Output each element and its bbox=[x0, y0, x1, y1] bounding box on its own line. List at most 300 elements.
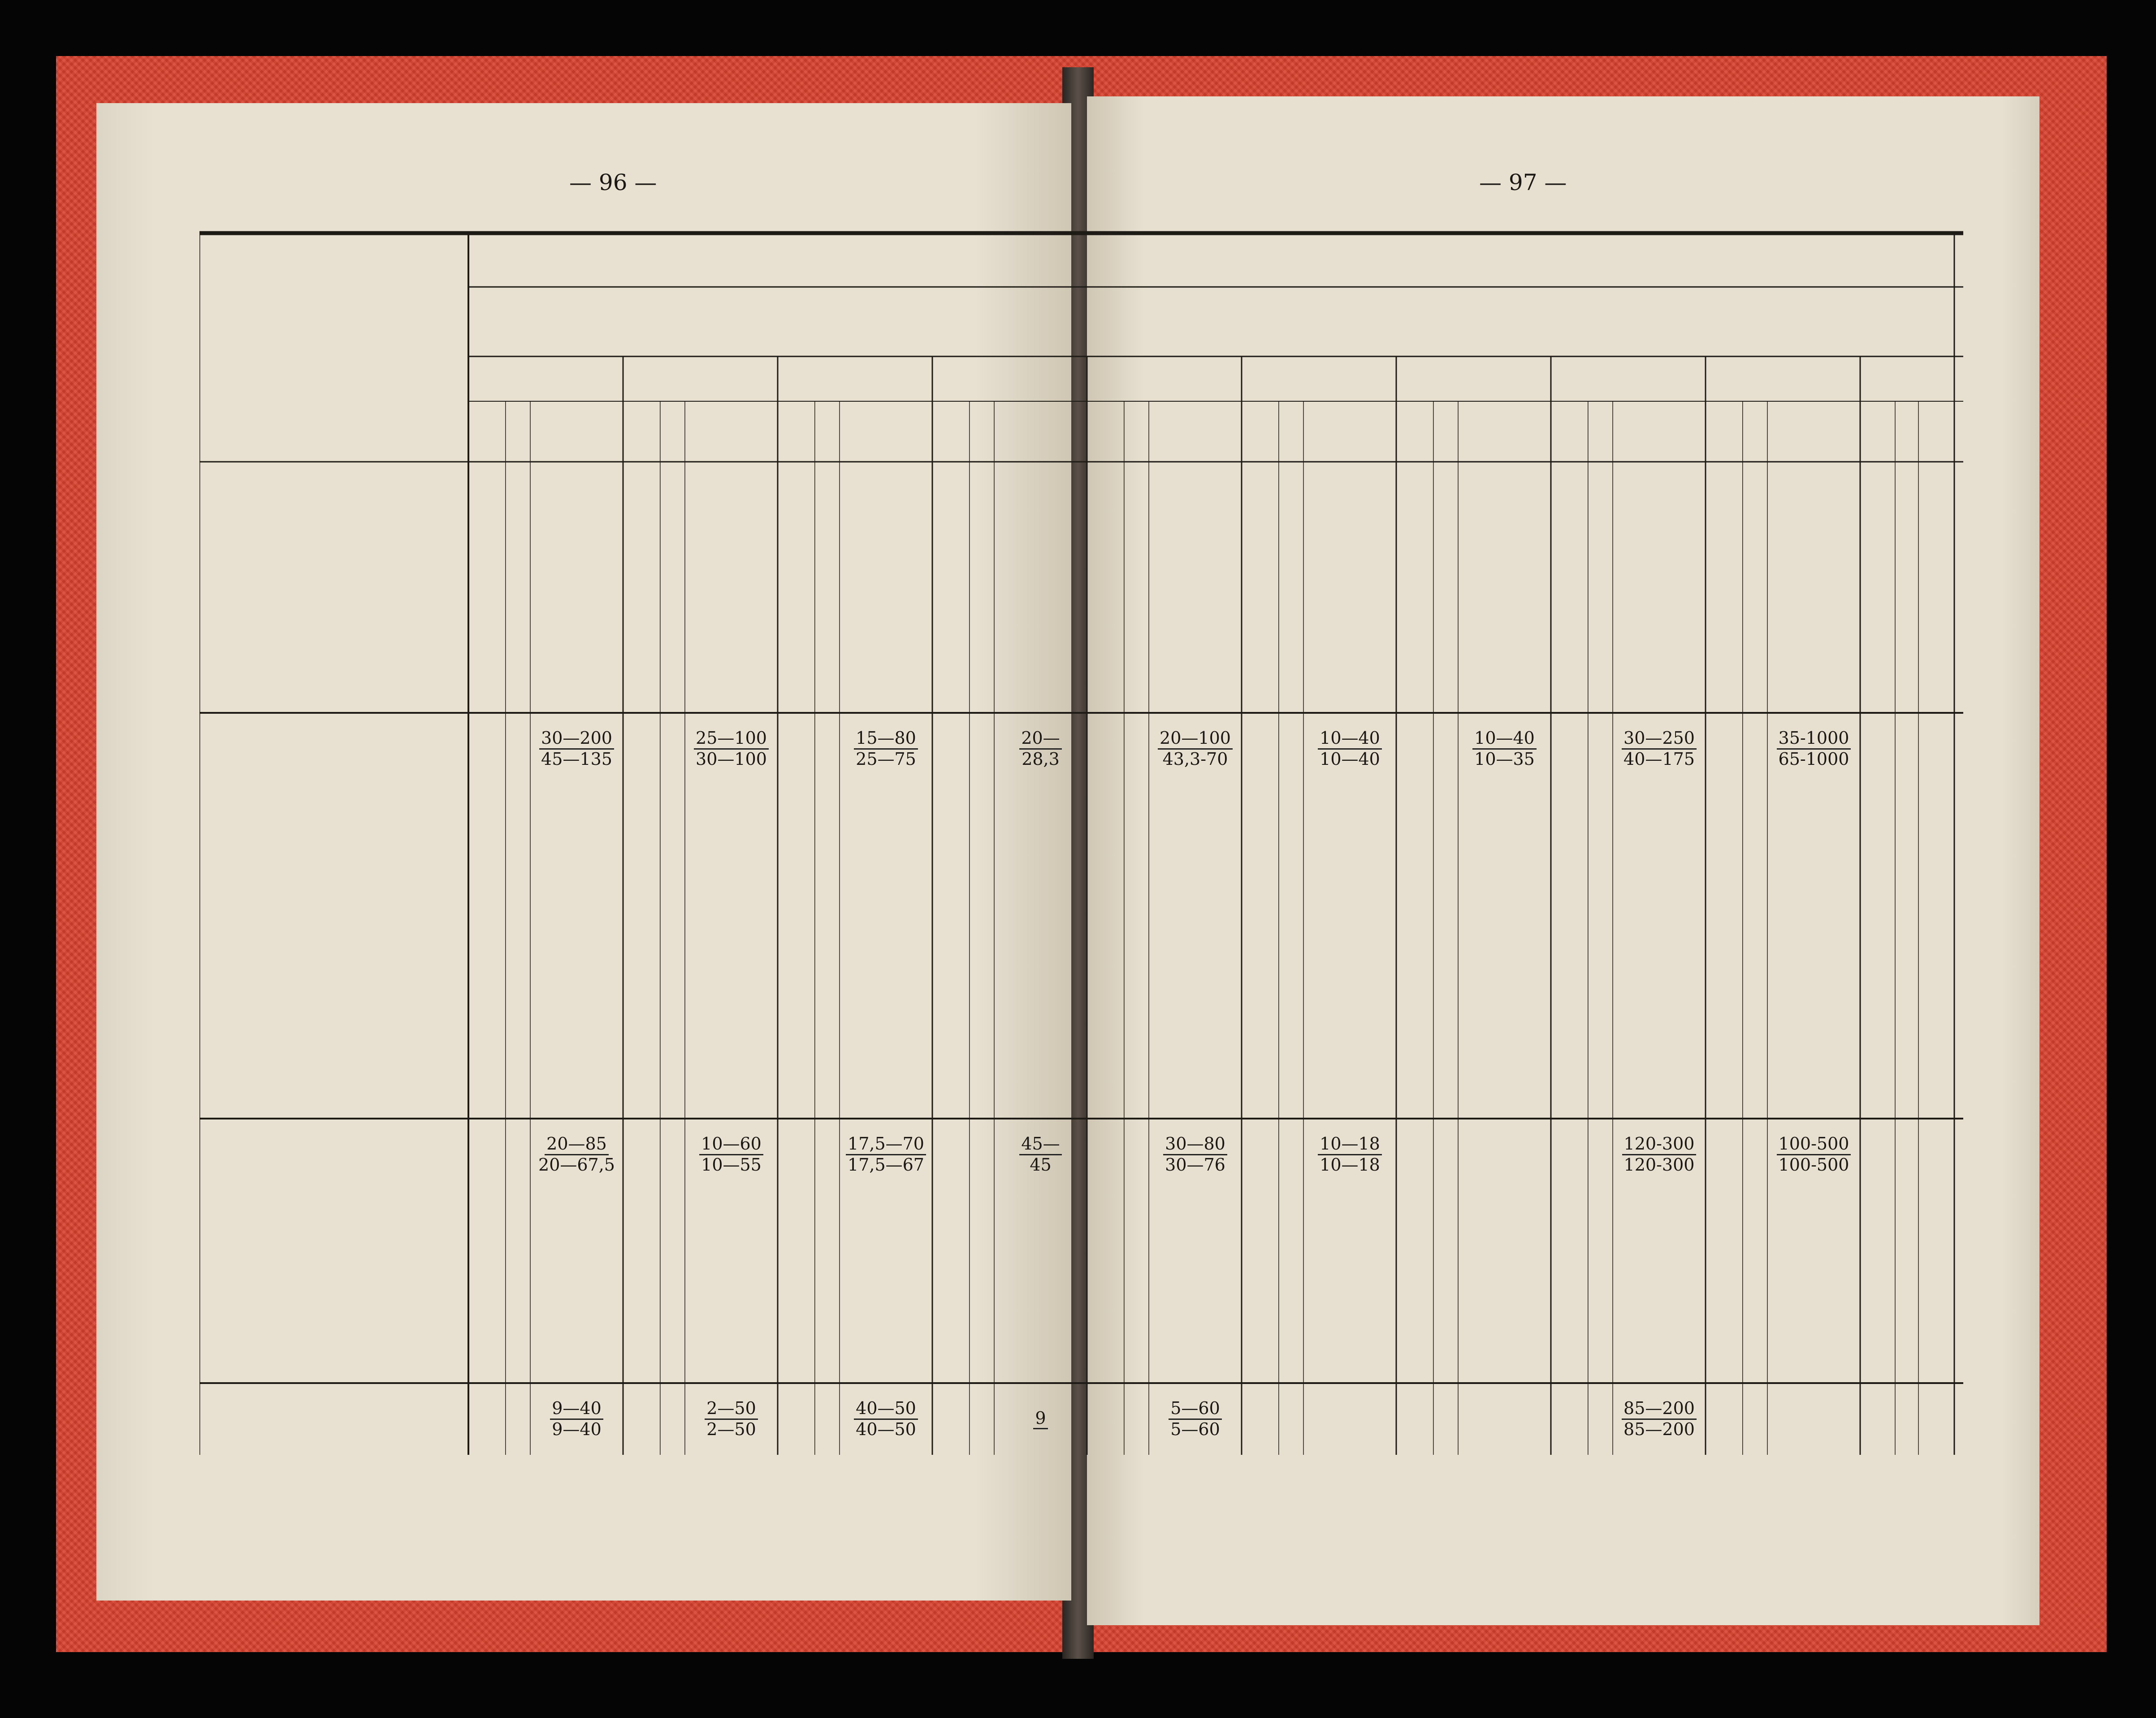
table-cell bbox=[778, 520, 815, 567]
table-cell bbox=[1303, 1284, 1396, 1332]
table-cell bbox=[815, 1284, 840, 1332]
table-cell bbox=[1860, 520, 1895, 567]
table-cell bbox=[1149, 1237, 1242, 1284]
table-cell bbox=[1149, 1332, 1242, 1379]
table-cell bbox=[506, 879, 530, 926]
table-cell bbox=[1918, 520, 2006, 567]
table-cell bbox=[778, 614, 815, 661]
table-cell bbox=[815, 1332, 840, 1379]
subcolumn-header bbox=[1613, 401, 1706, 462]
table-cell bbox=[1242, 973, 1279, 1020]
subcolumn-header bbox=[1743, 401, 1767, 462]
table-cell bbox=[994, 832, 1087, 879]
table-cell bbox=[660, 926, 685, 973]
volost-name bbox=[217, 520, 464, 567]
table-title bbox=[468, 242, 1963, 287]
table-cell bbox=[840, 473, 932, 520]
table-cell bbox=[660, 614, 685, 661]
table-cell bbox=[815, 832, 840, 879]
table-cell bbox=[1149, 1067, 1242, 1114]
table-cell bbox=[685, 1284, 778, 1332]
district-total-label bbox=[289, 1123, 464, 1186]
table-cell bbox=[1124, 832, 1149, 879]
table-cell bbox=[1279, 832, 1303, 879]
table-cell bbox=[1588, 661, 1613, 708]
table-cell bbox=[660, 473, 685, 520]
table-cell bbox=[970, 520, 994, 567]
table-cell bbox=[1860, 473, 1895, 520]
volost-name bbox=[217, 1067, 464, 1114]
table-cell bbox=[1743, 1067, 1767, 1114]
table-cell bbox=[468, 1284, 506, 1332]
table-cell bbox=[778, 1237, 815, 1284]
table-cell bbox=[1743, 879, 1767, 926]
total-cell bbox=[1396, 1123, 1433, 1186]
table-cell bbox=[623, 1020, 660, 1067]
total-cell bbox=[1588, 1123, 1613, 1186]
table-cell bbox=[1918, 973, 2006, 1020]
table-cell bbox=[1242, 1237, 1279, 1284]
table-cell bbox=[623, 661, 660, 708]
total-cell bbox=[1433, 717, 1458, 780]
table-cell bbox=[1551, 973, 1588, 1020]
fraction-bottom: 17,5—67 bbox=[848, 1154, 924, 1175]
fraction-bottom: 10—35 bbox=[1474, 749, 1535, 769]
total-fraction-cell bbox=[1303, 1123, 1396, 1186]
table-cell bbox=[994, 661, 1087, 708]
total-cell bbox=[623, 717, 660, 780]
table-cell bbox=[1396, 661, 1433, 708]
table-cell bbox=[1396, 973, 1433, 1020]
table-cell bbox=[1458, 1020, 1551, 1067]
crop-header bbox=[1551, 356, 1706, 401]
table-cell bbox=[506, 1332, 530, 1379]
table-cell bbox=[932, 926, 970, 973]
subcolumn-header bbox=[932, 401, 970, 462]
table-cell bbox=[1588, 1284, 1613, 1332]
table-cell bbox=[1087, 1332, 1124, 1379]
table-cell bbox=[1767, 879, 1860, 926]
table-cell bbox=[1918, 1020, 2006, 1067]
table-cell bbox=[1242, 520, 1279, 567]
table-cell bbox=[1433, 973, 1458, 1020]
table-cell bbox=[970, 926, 994, 973]
table-cell bbox=[1706, 1332, 1743, 1379]
table-cell bbox=[994, 1067, 1087, 1114]
table-cell bbox=[970, 1067, 994, 1114]
table-cell bbox=[1613, 1067, 1706, 1114]
table-cell bbox=[1087, 1067, 1124, 1114]
table-cell bbox=[1918, 661, 2006, 708]
table-cell bbox=[1087, 567, 1124, 614]
table-cell bbox=[1396, 1067, 1433, 1114]
table-cell bbox=[1706, 614, 1743, 661]
table-cell bbox=[1767, 832, 1860, 879]
table-cell bbox=[685, 1067, 778, 1114]
crop-header bbox=[778, 356, 932, 401]
table-cell bbox=[815, 1237, 840, 1284]
total-cell bbox=[1433, 1123, 1458, 1186]
total-fraction-cell bbox=[1303, 717, 1396, 780]
total-cell bbox=[660, 1388, 685, 1450]
table-cell bbox=[1551, 1237, 1588, 1284]
table-cell bbox=[1918, 473, 2006, 520]
table-cell bbox=[660, 567, 685, 614]
fraction-bottom: 40—50 bbox=[856, 1419, 916, 1439]
table-cell bbox=[1706, 926, 1743, 973]
table-cell bbox=[1433, 832, 1458, 879]
table-cell bbox=[1124, 1332, 1149, 1379]
district-name bbox=[199, 785, 468, 832]
table-cell bbox=[1588, 614, 1613, 661]
table-cell bbox=[468, 1020, 506, 1067]
table-cell bbox=[660, 832, 685, 879]
table-cell bbox=[530, 973, 623, 1020]
table-cell bbox=[1767, 614, 1860, 661]
fraction-bottom: 85—200 bbox=[1623, 1419, 1695, 1439]
table-cell bbox=[994, 473, 1087, 520]
table-cell bbox=[1303, 926, 1396, 973]
table-cell bbox=[1149, 1284, 1242, 1332]
table-cell bbox=[1124, 1284, 1149, 1332]
table-cell bbox=[1613, 567, 1706, 614]
table-cell bbox=[1588, 473, 1613, 520]
total-cell bbox=[1087, 1388, 1124, 1450]
total-cell bbox=[1551, 1123, 1588, 1186]
table-cell bbox=[840, 567, 932, 614]
fraction-top: 85—200 bbox=[1622, 1399, 1697, 1420]
table-cell bbox=[1433, 614, 1458, 661]
total-cell bbox=[1242, 1123, 1279, 1186]
table-cell bbox=[1860, 1020, 1895, 1067]
table-cell bbox=[1918, 1332, 2006, 1379]
table-cell bbox=[1860, 1332, 1895, 1379]
subcolumn-header bbox=[1303, 401, 1396, 462]
volost-name bbox=[217, 661, 464, 708]
fraction-top: 30—250 bbox=[1622, 729, 1697, 750]
table-cell bbox=[994, 879, 1087, 926]
table-cell bbox=[1918, 832, 2006, 879]
table-cell bbox=[1303, 473, 1396, 520]
fraction-bottom: 9—40 bbox=[552, 1419, 602, 1439]
table-cell bbox=[1613, 614, 1706, 661]
fraction-bottom: 28,3 bbox=[1022, 749, 1060, 769]
table-cell bbox=[1087, 614, 1124, 661]
table-cell bbox=[1895, 832, 1918, 879]
table-cell bbox=[1743, 661, 1767, 708]
table-cell bbox=[1458, 926, 1551, 973]
table-cell bbox=[530, 567, 623, 614]
table-cell bbox=[815, 926, 840, 973]
page-number-right: — 97 — bbox=[1479, 169, 1567, 195]
table-cell bbox=[1767, 926, 1860, 973]
table-cell bbox=[840, 832, 932, 879]
table-cell bbox=[1124, 661, 1149, 708]
table-cell bbox=[468, 1067, 506, 1114]
total-fraction-cell bbox=[1613, 1388, 1706, 1450]
subcolumn-header bbox=[1918, 401, 2006, 462]
total-cell bbox=[1087, 1123, 1124, 1186]
table-cell bbox=[1767, 661, 1860, 708]
table-cell bbox=[1087, 926, 1124, 973]
subcolumn-header bbox=[1396, 401, 1433, 462]
table-cell bbox=[815, 1020, 840, 1067]
table-cell bbox=[1895, 1332, 1918, 1379]
total-cell bbox=[623, 1388, 660, 1450]
table-cell bbox=[970, 1237, 994, 1284]
table-cell bbox=[970, 832, 994, 879]
table-cell bbox=[1551, 1067, 1588, 1114]
table-cell bbox=[660, 1332, 685, 1379]
total-cell bbox=[970, 1388, 994, 1450]
table-cell bbox=[685, 567, 778, 614]
table-cell bbox=[815, 567, 840, 614]
table-cell bbox=[970, 1020, 994, 1067]
fraction-top: 10—60 bbox=[699, 1134, 763, 1155]
table-cell bbox=[623, 1332, 660, 1379]
table-cell bbox=[970, 567, 994, 614]
table-cell bbox=[1149, 832, 1242, 879]
table-cell bbox=[815, 973, 840, 1020]
volost-name bbox=[217, 567, 464, 614]
table-cell bbox=[1433, 567, 1458, 614]
volost-name bbox=[217, 1020, 464, 1067]
subcolumn-header bbox=[1895, 401, 1918, 462]
table-cell bbox=[932, 473, 970, 520]
table-cell bbox=[1895, 1284, 1918, 1332]
subcolumn-header bbox=[1588, 401, 1613, 462]
table-cell bbox=[623, 973, 660, 1020]
table-cell bbox=[623, 832, 660, 879]
subcolumn-header bbox=[1458, 401, 1551, 462]
total-fraction-cell bbox=[1767, 1123, 1860, 1186]
table-cell bbox=[1551, 926, 1588, 973]
total-cell bbox=[1743, 717, 1767, 780]
total-cell bbox=[506, 717, 530, 780]
table-cell bbox=[506, 973, 530, 1020]
fraction-bottom: 10—40 bbox=[1320, 749, 1380, 769]
total-fraction-cell bbox=[530, 1388, 623, 1450]
total-cell bbox=[506, 1123, 530, 1186]
table-cell bbox=[1242, 567, 1279, 614]
total-cell bbox=[932, 717, 970, 780]
table-cell bbox=[778, 926, 815, 973]
total-cell bbox=[1396, 1388, 1433, 1450]
table-cell bbox=[685, 1237, 778, 1284]
table-cell bbox=[685, 1020, 778, 1067]
total-cell bbox=[1706, 1388, 1743, 1450]
fraction-top: 2—50 bbox=[705, 1399, 758, 1420]
table-cell bbox=[1706, 1067, 1743, 1114]
table-cell bbox=[660, 1067, 685, 1114]
total-cell bbox=[1860, 1388, 1895, 1450]
table-cell bbox=[685, 879, 778, 926]
table-cell bbox=[530, 1237, 623, 1284]
table-cell bbox=[1860, 1284, 1895, 1332]
subcolumn-header bbox=[660, 401, 685, 462]
total-cell bbox=[970, 1123, 994, 1186]
table-cell bbox=[1767, 1067, 1860, 1114]
total-cell bbox=[1087, 717, 1124, 780]
table-cell bbox=[468, 1332, 506, 1379]
table-cell bbox=[778, 661, 815, 708]
total-cell bbox=[1918, 717, 2006, 780]
table-cell bbox=[1458, 1332, 1551, 1379]
total-cell bbox=[778, 1388, 815, 1450]
total-cell bbox=[815, 1123, 840, 1186]
table-cell bbox=[1860, 661, 1895, 708]
total-cell bbox=[1433, 1388, 1458, 1450]
table-cell bbox=[840, 1284, 932, 1332]
total-fraction-cell bbox=[1149, 717, 1242, 780]
table-cell bbox=[468, 1237, 506, 1284]
table-cell bbox=[1242, 1332, 1279, 1379]
table-cell bbox=[994, 1332, 1087, 1379]
table-cell bbox=[815, 1067, 840, 1114]
table-cell bbox=[1743, 973, 1767, 1020]
table-cell bbox=[468, 879, 506, 926]
table-cell bbox=[1279, 879, 1303, 926]
total-cell bbox=[506, 1388, 530, 1450]
table-cell bbox=[970, 879, 994, 926]
volost-name bbox=[217, 1284, 464, 1332]
table-cell bbox=[1303, 973, 1396, 1020]
table-cell bbox=[506, 1067, 530, 1114]
table-cell bbox=[1124, 473, 1149, 520]
table-cell bbox=[1613, 1020, 1706, 1067]
table-cell bbox=[1895, 661, 1918, 708]
table-cell bbox=[1613, 832, 1706, 879]
table-cell bbox=[1613, 1284, 1706, 1332]
table-cell bbox=[623, 473, 660, 520]
table-cell bbox=[1396, 879, 1433, 926]
table-cell bbox=[1551, 567, 1588, 614]
table-cell bbox=[1743, 567, 1767, 614]
volost-name bbox=[217, 1237, 464, 1284]
total-cell bbox=[468, 1388, 506, 1450]
table-cell bbox=[1433, 661, 1458, 708]
table-cell bbox=[1087, 973, 1124, 1020]
fraction-bottom: 65-1000 bbox=[1778, 749, 1849, 769]
table-cell bbox=[1895, 926, 1918, 973]
table-cell bbox=[685, 661, 778, 708]
fraction-top: 10—40 bbox=[1318, 729, 1382, 750]
total-cell bbox=[1242, 717, 1279, 780]
table-cell bbox=[1613, 661, 1706, 708]
total-cell bbox=[970, 717, 994, 780]
table-cell bbox=[815, 614, 840, 661]
table-cell bbox=[1124, 973, 1149, 1020]
table-cell bbox=[1613, 1237, 1706, 1284]
fraction-bottom: 40—175 bbox=[1623, 749, 1695, 769]
total-cell bbox=[468, 1123, 506, 1186]
table-cell bbox=[1433, 1332, 1458, 1379]
fraction-bottom: 20—67,5 bbox=[538, 1154, 615, 1175]
table-cell bbox=[932, 614, 970, 661]
table-cell bbox=[932, 520, 970, 567]
table-cell bbox=[623, 1284, 660, 1332]
table-cell bbox=[932, 879, 970, 926]
table-cell bbox=[468, 520, 506, 567]
table-cell bbox=[1303, 1020, 1396, 1067]
table-cell bbox=[530, 1284, 623, 1332]
total-fraction-cell bbox=[1613, 717, 1706, 780]
table-cell bbox=[1124, 614, 1149, 661]
total-fraction-cell bbox=[1149, 1123, 1242, 1186]
total-fraction-cell bbox=[530, 717, 623, 780]
total-cell bbox=[1124, 1388, 1149, 1450]
total-cell bbox=[1551, 1388, 1588, 1450]
table-cell bbox=[623, 879, 660, 926]
table-cell bbox=[840, 926, 932, 973]
table-cell bbox=[506, 1020, 530, 1067]
table-cell bbox=[1895, 879, 1918, 926]
fraction-top: 17,5—70 bbox=[846, 1134, 926, 1155]
total-cell bbox=[1767, 1388, 1860, 1450]
table-cell bbox=[994, 567, 1087, 614]
table-cell bbox=[1588, 1020, 1613, 1067]
total-cell bbox=[778, 717, 815, 780]
total-cell bbox=[1124, 1123, 1149, 1186]
table-cell bbox=[1124, 520, 1149, 567]
table-cell bbox=[994, 1237, 1087, 1284]
crop-header bbox=[468, 356, 623, 401]
table-cell bbox=[1551, 1020, 1588, 1067]
subcolumn-header bbox=[970, 401, 994, 462]
table-cell bbox=[1588, 879, 1613, 926]
table-cell bbox=[1087, 1284, 1124, 1332]
total-cell bbox=[1279, 1123, 1303, 1186]
table-cell bbox=[932, 567, 970, 614]
table-cell bbox=[1458, 1067, 1551, 1114]
fraction-top: 45— bbox=[1019, 1134, 1061, 1155]
subcolumn-header bbox=[468, 401, 506, 462]
table-cell bbox=[1124, 1237, 1149, 1284]
table-cell bbox=[1396, 1237, 1433, 1284]
table-cell bbox=[1124, 567, 1149, 614]
total-cell bbox=[1396, 717, 1433, 780]
table-cell bbox=[623, 520, 660, 567]
table-cell bbox=[1279, 567, 1303, 614]
table-cell bbox=[1743, 1020, 1767, 1067]
table-cell bbox=[815, 661, 840, 708]
table-cell bbox=[1279, 973, 1303, 1020]
total-cell bbox=[1860, 717, 1895, 780]
total-cell bbox=[778, 1123, 815, 1186]
table-cell bbox=[530, 614, 623, 661]
table-cell bbox=[1396, 520, 1433, 567]
subcolumn-header bbox=[1551, 401, 1588, 462]
harvest-table bbox=[199, 229, 1963, 1484]
table-cell bbox=[1767, 1284, 1860, 1332]
table-cell bbox=[1458, 473, 1551, 520]
table-cell bbox=[1149, 973, 1242, 1020]
table-cell bbox=[1588, 973, 1613, 1020]
fraction-top: 35-1000 bbox=[1777, 729, 1851, 750]
name-header-line1 bbox=[199, 269, 468, 327]
table-cell bbox=[468, 973, 506, 1020]
table-cell bbox=[1396, 832, 1433, 879]
total-cell bbox=[1303, 1388, 1396, 1450]
subcolumn-header bbox=[1149, 401, 1242, 462]
table-cell bbox=[815, 520, 840, 567]
table-cell bbox=[1303, 567, 1396, 614]
fraction-bottom: 30—76 bbox=[1165, 1154, 1225, 1175]
fraction-top: 20—100 bbox=[1158, 729, 1233, 750]
table-cell bbox=[778, 832, 815, 879]
table-cell bbox=[1767, 1237, 1860, 1284]
table-cell bbox=[1706, 520, 1743, 567]
